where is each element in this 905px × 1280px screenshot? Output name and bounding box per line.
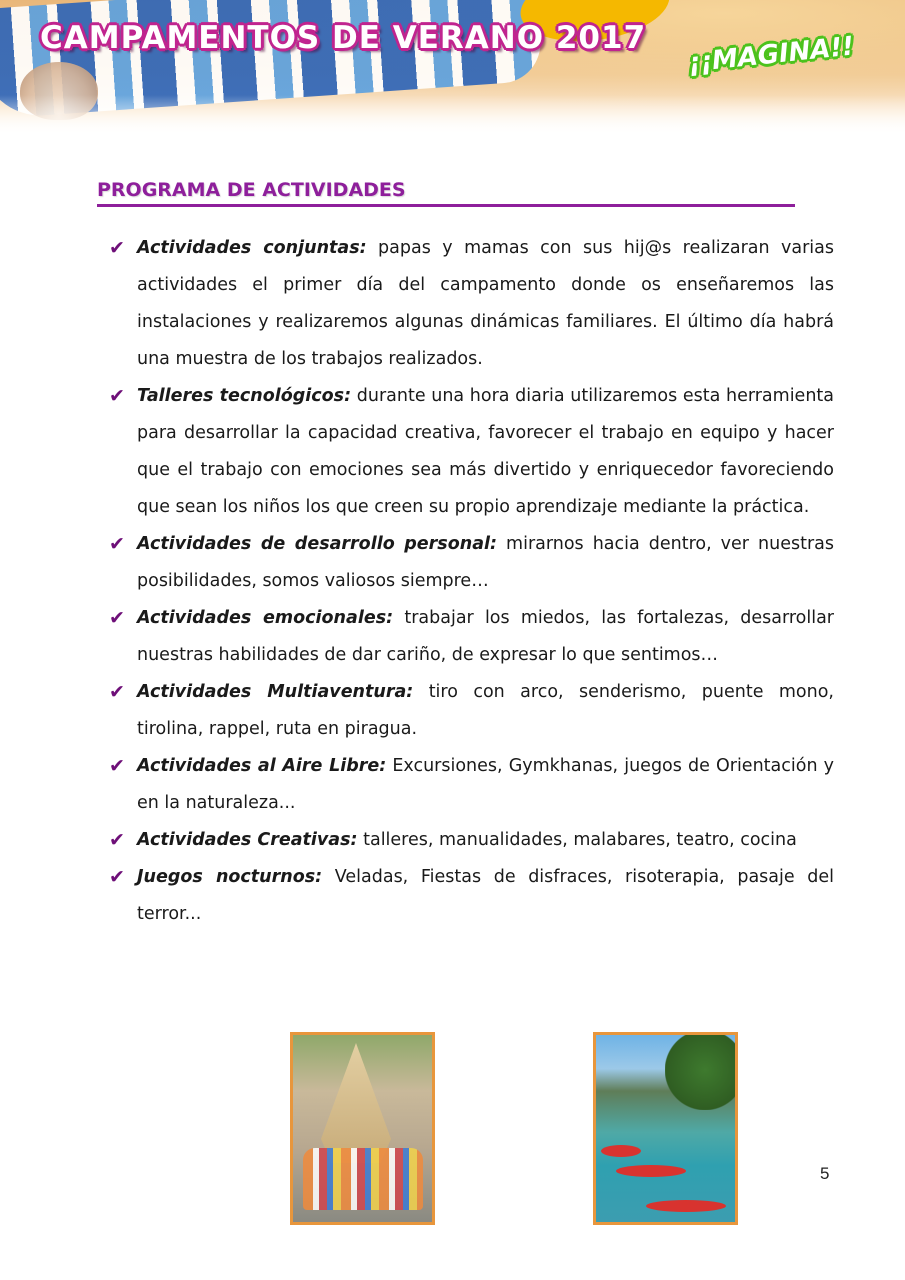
kayak-image <box>601 1145 641 1157</box>
activity-title: Actividades de desarrollo personal: <box>137 534 498 554</box>
rock-carving-image <box>321 1043 391 1163</box>
tree-image <box>665 1032 738 1110</box>
activity-text: Veladas, Fiestas de disfraces, risoterapia, pasaje del terror... <box>137 867 834 924</box>
activity-text: durante una hora diaria utilizaremos esta herramienta para desarrollar la capacidad creativa, favorecer el trabajo en equipo y hacer que el trabajo con emociones sea más divertido y enriquecedor favoreciendo que sean los niños los que creen su propio aprendizaje mediante la práctica. <box>137 386 834 517</box>
checkmark-icon: ✔ <box>109 681 125 703</box>
banner-slogan: ¡¡MAGINA!! <box>686 31 856 79</box>
activity-title: Actividades conjuntas: <box>137 238 367 258</box>
group-photo-rock-carving <box>290 1032 435 1225</box>
kayak-image <box>616 1165 686 1177</box>
checkmark-icon: ✔ <box>109 607 125 629</box>
list-item <box>107 859 834 933</box>
kayak-photo <box>593 1032 738 1225</box>
list-item <box>107 674 834 748</box>
activity-title: Juegos nocturnos: <box>137 867 323 887</box>
section-heading: PROGRAMA DE ACTIVIDADES <box>97 179 795 207</box>
activity-title: Talleres tecnológicos: <box>137 386 352 406</box>
activity-title: Actividades Multiaventura: <box>137 682 414 702</box>
checkmark-icon: ✔ <box>109 385 125 407</box>
list-item <box>107 526 834 600</box>
kayak-image <box>646 1200 726 1212</box>
activity-text: papas y mamas con sus hij@s realizaran varias actividades el primer día del campamento donde os enseñaremos las instalaciones y realizaremos algunas dinámicas familiares. El último día habrá una muestra de los trabajos realizados. <box>137 238 834 369</box>
banner-title: CAMPAMENTOS DE VERANO 2017 <box>40 20 647 56</box>
list-item <box>107 748 834 822</box>
header-banner <box>0 0 905 135</box>
activity-text: mirarnos hacia dentro, ver nuestras posibilidades, somos valiosos siempre… <box>137 534 834 591</box>
activities-list <box>107 230 834 933</box>
activity-title: Actividades emocionales: <box>137 608 394 628</box>
activity-text: tiro con arco, senderismo, puente mono, tirolina, rappel, ruta en piragua. <box>137 682 834 739</box>
list-item <box>107 378 834 526</box>
activity-title: Actividades Creativas: <box>137 830 358 850</box>
checkmark-icon: ✔ <box>109 755 125 777</box>
activity-text: Excursiones, Gymkhanas, juegos de Orientación y en la naturaleza... <box>137 756 834 813</box>
list-item <box>107 822 834 859</box>
activity-title: Actividades al Aire Libre: <box>137 756 387 776</box>
activity-text: talleres, manualidades, malabares, teatro, cocina <box>357 830 797 850</box>
checkmark-icon: ✔ <box>109 866 125 888</box>
list-item <box>107 230 834 378</box>
checkmark-icon: ✔ <box>109 829 125 851</box>
banner-fade <box>0 95 905 135</box>
checkmark-icon: ✔ <box>109 237 125 259</box>
list-item <box>107 600 834 674</box>
page-number: 5 <box>820 1164 830 1183</box>
activity-text: trabajar los miedos, las fortalezas, desarrollar nuestras habilidades de dar cariño, de expresar lo que sentimos… <box>137 608 834 665</box>
children-group-image <box>303 1148 423 1210</box>
checkmark-icon: ✔ <box>109 533 125 555</box>
